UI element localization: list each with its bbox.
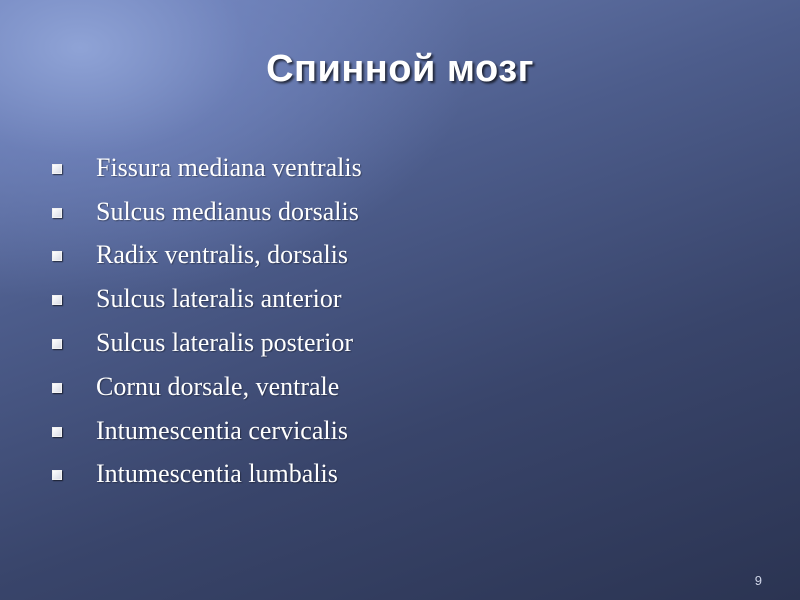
list-item-text: Sulcus lateralis posterior	[96, 328, 354, 358]
square-bullet-icon	[52, 427, 62, 437]
list-item	[52, 365, 362, 409]
list-item-text: Sulcus lateralis anterior	[96, 284, 342, 314]
square-bullet-icon	[52, 339, 62, 349]
list-item	[52, 277, 362, 321]
square-bullet-icon	[52, 164, 62, 174]
page-number: 9	[754, 573, 762, 588]
list-item-text: Radix ventralis, dorsalis	[96, 240, 349, 270]
square-bullet-icon	[52, 383, 62, 393]
square-bullet-icon	[52, 208, 62, 218]
square-bullet-icon	[52, 470, 62, 480]
list-item-text: Intumescentia cervicalis	[96, 415, 348, 445]
list-item	[52, 409, 362, 453]
list-item	[52, 234, 362, 278]
list-item-text: Cornu dorsale, ventrale	[96, 371, 340, 401]
list-item-text: Fissura mediana ventralis	[96, 152, 362, 182]
slide-title: Спинной мозг	[266, 48, 534, 90]
list-item-text: Sulcus medianus dorsalis	[96, 196, 359, 226]
list-item	[52, 190, 362, 234]
bullet-list	[52, 146, 362, 496]
square-bullet-icon	[52, 251, 62, 261]
list-item-text: Intumescentia lumbalis	[96, 459, 338, 489]
list-item	[52, 321, 362, 365]
list-item	[52, 146, 362, 190]
square-bullet-icon	[52, 295, 62, 305]
list-item	[52, 453, 362, 497]
